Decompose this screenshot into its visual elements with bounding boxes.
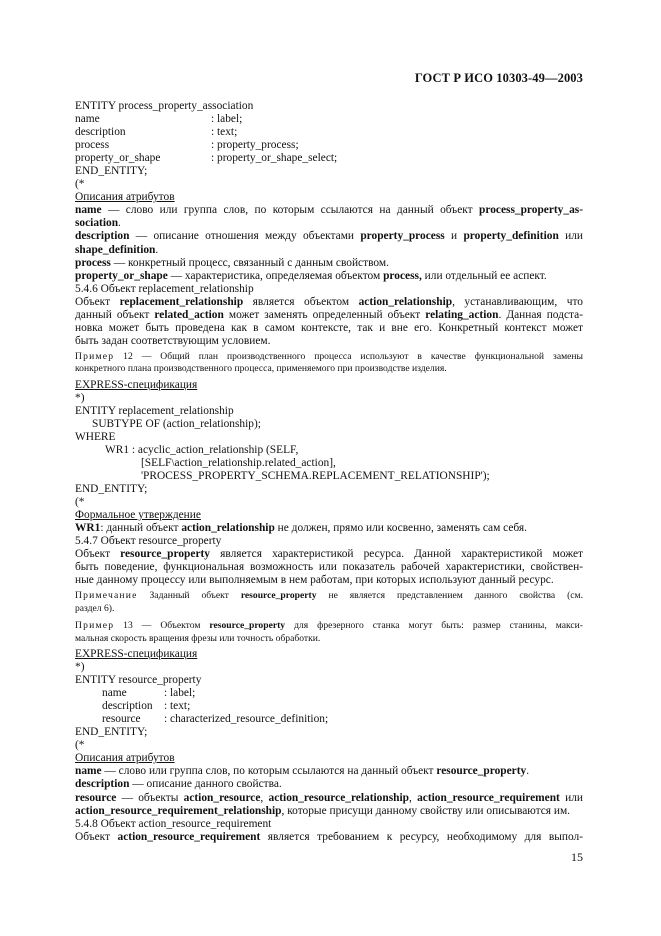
text-run: Описания атрибутов bbox=[75, 752, 175, 765]
code-line bbox=[75, 152, 583, 165]
text-run: для фрезерного станка могут быть: размер станины, макси- bbox=[285, 620, 583, 632]
section-heading bbox=[75, 752, 583, 765]
text-run: : characterized_resource_definition; bbox=[164, 713, 329, 726]
example-line: конкретного плана производственного процесса, применяемого при производстве изделия. bbox=[75, 363, 447, 375]
text-run: name bbox=[102, 687, 127, 700]
bold-term: action_resource_requirement bbox=[417, 791, 560, 804]
code-line: END_ENTITY; bbox=[75, 165, 148, 178]
text-run: — описание данного свойства. bbox=[129, 778, 282, 791]
text-run: — слово или группа слов, по которым ссылаются на данный объект bbox=[101, 765, 437, 778]
bold-term: process bbox=[75, 256, 111, 269]
text-run: Примечание bbox=[75, 590, 138, 602]
document-body bbox=[75, 100, 583, 844]
code-line: (* bbox=[75, 496, 85, 509]
code-line bbox=[75, 139, 583, 152]
text-run: — характеристика, определяемая объектом bbox=[167, 269, 384, 282]
bold-term: action_relationship bbox=[358, 295, 453, 308]
text-run: Заданный объект bbox=[137, 590, 241, 602]
text-run: Объект bbox=[75, 830, 118, 843]
text-run: не является представлением данного свойства (см. bbox=[316, 590, 583, 602]
text-run: может заменять определенный объект bbox=[223, 308, 426, 321]
bold-term: description bbox=[75, 778, 130, 791]
paragraph-line bbox=[75, 244, 583, 257]
bold-term: process_property_as- bbox=[479, 204, 583, 217]
code-line: *) bbox=[75, 661, 85, 674]
text-run: — конкретный процесс, связанный с данным свойством. bbox=[110, 256, 389, 269]
bold-term: property_process bbox=[360, 230, 445, 243]
text-run: : property_or_shape_select; bbox=[211, 152, 338, 165]
text-run: 13 — Объектом bbox=[114, 620, 210, 632]
text-run: , которые присущи данному свойству или описываются им. bbox=[281, 804, 571, 817]
code-line: ENTITY process_property_association bbox=[75, 100, 254, 112]
text-run: process bbox=[75, 139, 110, 152]
bold-term: resource_property bbox=[120, 548, 210, 561]
bold-term: action_resource bbox=[183, 791, 261, 804]
text-run: и bbox=[444, 230, 464, 243]
paragraph-line bbox=[75, 257, 583, 270]
text-run: : property_process; bbox=[211, 139, 299, 152]
paragraph-line: быть поведение, функциональная возможность или показатель рабочей характеристики, свойствен- bbox=[75, 561, 583, 574]
text-run: Объект bbox=[75, 295, 120, 308]
paragraph-line bbox=[75, 230, 583, 243]
bold-term: shape_definition bbox=[75, 243, 156, 256]
bold-term: property_or_shape bbox=[75, 269, 168, 282]
paragraph-line bbox=[75, 309, 583, 322]
section-heading bbox=[75, 648, 583, 661]
code-line: END_ENTITY; bbox=[75, 726, 148, 739]
text-run: является требованием к ресурсу, необходимому для выпол- bbox=[260, 830, 583, 843]
text-run: , bbox=[408, 791, 418, 804]
bold-term: resource_property bbox=[240, 590, 317, 602]
bold-term: action_relationship bbox=[181, 522, 275, 535]
text-run: не должен, прямо или косвенно, заменять сам себя. bbox=[274, 522, 528, 535]
bold-term: WR1 bbox=[75, 522, 101, 535]
paragraph-line bbox=[75, 831, 583, 844]
code-line: 'PROCESS_PROPERTY_SCHEMA.REPLACEMENT_RELATIONSHIP'); bbox=[141, 470, 490, 482]
code-line: *) bbox=[75, 391, 85, 404]
paragraph-line: быть задан соответствующим условием. bbox=[75, 334, 271, 347]
paragraph-line bbox=[75, 522, 583, 535]
text-run: — слово или группа слов, по которым ссылаются на данный объект bbox=[101, 204, 480, 217]
bold-term: name bbox=[75, 765, 102, 778]
bold-term: relating_action bbox=[425, 308, 499, 321]
note-line: раздел 6). bbox=[75, 602, 115, 614]
paragraph-line bbox=[75, 778, 583, 791]
text-run: : text; bbox=[164, 700, 191, 713]
bold-term: process, bbox=[383, 269, 422, 282]
code-line bbox=[75, 113, 583, 126]
bold-term: name bbox=[75, 204, 102, 217]
text-run: , устанавливающим, что bbox=[452, 295, 583, 308]
text-run: : label; bbox=[164, 687, 196, 700]
text-run: . bbox=[526, 765, 530, 778]
paragraph-line bbox=[75, 204, 583, 217]
text-run: . bbox=[155, 243, 159, 256]
text-run: , bbox=[260, 791, 269, 804]
text-run: EXPRESS-спецификация bbox=[75, 378, 198, 391]
text-run: Формальное утверждение bbox=[75, 509, 201, 522]
subsection-heading: 5.4.7 Объект resource_property bbox=[75, 535, 222, 548]
text-run: . bbox=[118, 217, 121, 230]
paragraph-line bbox=[75, 217, 583, 230]
subsection-heading: 5.4.8 Объект action_resource_requirement bbox=[75, 817, 272, 830]
text-run: или отдельный ее аспект. bbox=[421, 269, 547, 282]
paragraph-line: новка может быть проведена как в самом контексте, так и вне его. Конкретный контекст может bbox=[75, 321, 583, 334]
example-line bbox=[75, 351, 583, 363]
text-run: . Данная подста- bbox=[498, 308, 583, 321]
text-run: является характеристикой ресурса. Данной характеристикой может bbox=[210, 548, 583, 561]
bold-term: resource bbox=[75, 791, 117, 804]
bold-term: description bbox=[75, 230, 130, 243]
code-line: WHERE bbox=[75, 430, 116, 443]
text-run: или bbox=[558, 230, 583, 243]
text-run: является объектом bbox=[243, 295, 359, 308]
code-line bbox=[75, 126, 583, 139]
bold-term: resource_property bbox=[436, 765, 527, 778]
code-line: [SELF\action_relationship.related_action], bbox=[141, 456, 336, 469]
document-header: ГОСТ Р ИСО 10303-49—2003 bbox=[414, 71, 583, 85]
text-run: resource bbox=[102, 713, 141, 726]
subsection-heading: 5.4.6 Объект replacement_relationship bbox=[75, 282, 254, 295]
code-line: END_ENTITY; bbox=[75, 483, 148, 496]
code-line: ENTITY resource_property bbox=[75, 674, 202, 687]
text-run: : text; bbox=[211, 126, 238, 139]
text-run: — объекты bbox=[116, 791, 184, 804]
text-run: description bbox=[102, 700, 153, 713]
text-run: description bbox=[75, 126, 126, 139]
code-line bbox=[75, 700, 583, 713]
code-line bbox=[75, 687, 583, 700]
text-run: Пример bbox=[75, 620, 115, 632]
text-run: : данный объект bbox=[100, 522, 182, 535]
code-line: (* bbox=[75, 178, 85, 191]
code-line bbox=[75, 713, 583, 726]
text-run: Пример bbox=[75, 350, 115, 362]
text-run: 12 — Общий план производственного процесса используют в качестве функциональной замены bbox=[114, 350, 583, 362]
section-heading bbox=[75, 509, 583, 522]
paragraph-line bbox=[75, 270, 583, 283]
bold-term: action_resource_requirement_relationship bbox=[75, 804, 282, 817]
note-line bbox=[75, 590, 583, 602]
section-heading bbox=[75, 379, 583, 392]
bold-term: action_resource_requirement bbox=[117, 830, 261, 843]
paragraph-line bbox=[75, 805, 583, 818]
section-heading bbox=[75, 191, 583, 204]
bold-term: related_action bbox=[154, 308, 224, 321]
bold-term: action_resource_relationship bbox=[268, 791, 409, 804]
example-line bbox=[75, 620, 583, 632]
bold-term: property_definition bbox=[463, 230, 559, 243]
paragraph-line bbox=[75, 792, 583, 805]
paragraph-line bbox=[75, 296, 583, 309]
paragraph-line bbox=[75, 548, 583, 561]
text-run: данный объект bbox=[75, 308, 155, 321]
text-run: name bbox=[75, 113, 100, 126]
code-line: ENTITY replacement_relationship bbox=[75, 404, 234, 417]
text-run: : label; bbox=[211, 113, 243, 126]
text-run: или bbox=[559, 791, 583, 804]
text-run: Объект bbox=[75, 548, 121, 561]
code-line: SUBTYPE OF (action_relationship); bbox=[92, 417, 261, 430]
bold-term: sociation bbox=[75, 217, 119, 230]
paragraph-line: ные данному процессу или выполняемым в нем работам, при которых используют данный ресурс. bbox=[75, 574, 554, 587]
bold-term: resource_property bbox=[209, 620, 286, 632]
bold-term: replacement_relationship bbox=[119, 295, 244, 308]
code-line: (* bbox=[75, 739, 85, 752]
text-run: property_or_shape bbox=[75, 152, 161, 165]
example-line: мальная скорость вращения фрезы или точность обработки. bbox=[75, 632, 321, 644]
paragraph-line bbox=[75, 765, 583, 778]
page-number: 15 bbox=[571, 850, 583, 864]
text-run: — описание отношения между объектами bbox=[129, 230, 361, 243]
text-run: EXPRESS-спецификация bbox=[75, 647, 198, 660]
code-line: WR1 : acyclic_action_relationship (SELF, bbox=[105, 443, 299, 456]
text-run: Описания атрибутов bbox=[75, 191, 175, 204]
